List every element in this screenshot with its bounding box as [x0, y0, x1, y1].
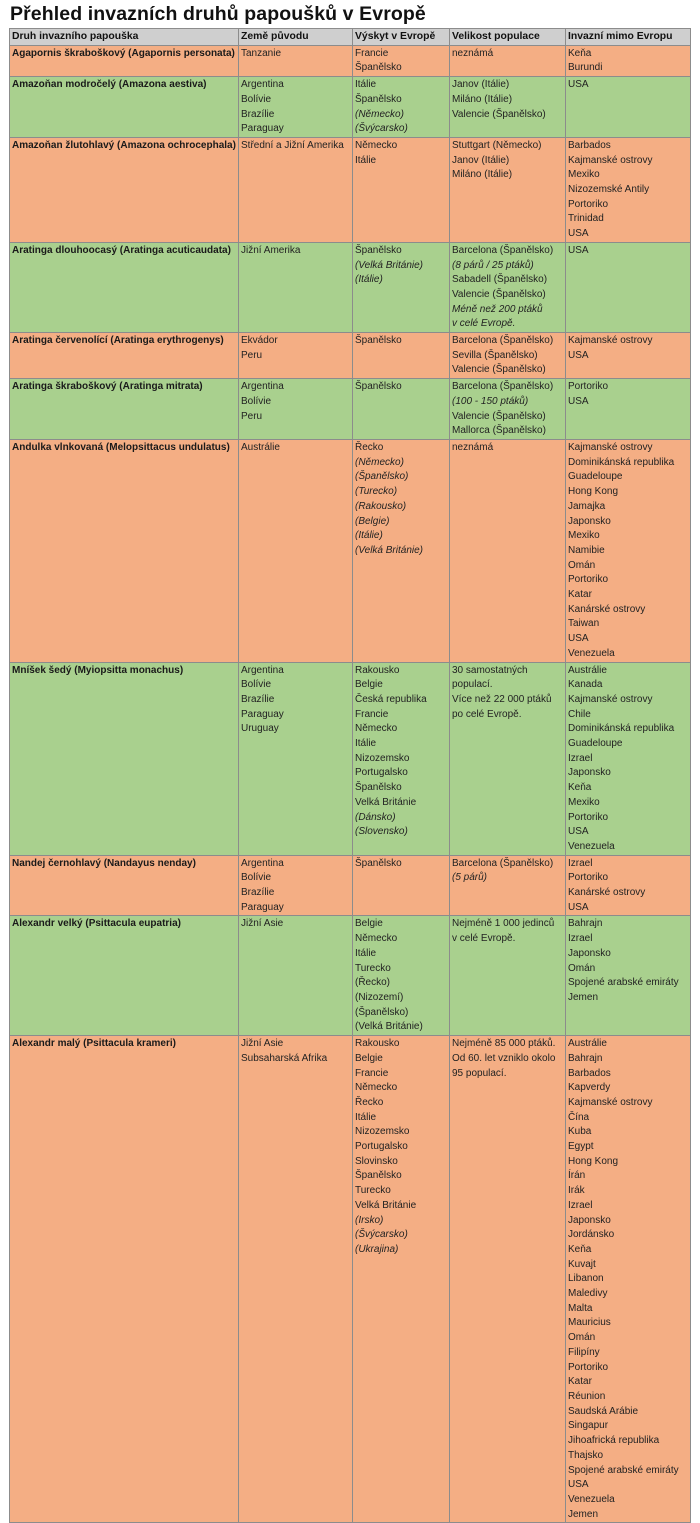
europe-cell-line: Španělsko	[355, 244, 402, 256]
species-cell: Andulka vlnkovaná (Melopsittacus undulatus)	[10, 439, 239, 662]
outside-cell-line: USA	[568, 228, 589, 240]
outside-cell-line: Izrael	[568, 752, 593, 764]
population-cell-line: Janov (Itálie)	[452, 79, 510, 91]
outside-cell-line: Kanárské ostrovy	[568, 887, 646, 899]
europe-cell-line: Rakousko	[355, 1038, 400, 1050]
population-cell	[450, 1036, 566, 1523]
population-cell-line: 95 populací.	[452, 1067, 507, 1079]
outside-cell-line: USA	[568, 395, 589, 407]
outside-cell-line: Katar	[568, 1376, 592, 1388]
outside-cell	[566, 379, 691, 440]
outside-cell-line: Čína	[568, 1111, 590, 1123]
europe-cell-line: (Itálie)	[355, 530, 383, 542]
population-cell-line: Barcelona (Španělsko)	[452, 335, 554, 347]
outside-cell	[566, 916, 691, 1036]
origin-cell	[239, 333, 353, 379]
outside-cell-line: Thajsko	[568, 1449, 604, 1461]
origin-cell-line: Brazílie	[241, 887, 275, 899]
population-cell-line: po celé Evropě.	[452, 708, 522, 720]
table-row	[10, 333, 691, 379]
europe-cell-line: (Španělsko)	[355, 471, 409, 483]
europe-cell-line: (Švýcarsko)	[355, 1229, 408, 1241]
origin-cell-line: Argentina	[241, 857, 284, 869]
table-row	[10, 379, 691, 440]
outside-cell-line: Irák	[568, 1185, 585, 1197]
europe-cell	[353, 439, 450, 662]
europe-cell	[353, 242, 450, 332]
population-cell-line: Více než 22 000 ptáků	[452, 693, 552, 705]
outside-cell-line: Spojené arabské emiráty	[568, 1464, 679, 1476]
outside-cell-line: Hong Kong	[568, 1155, 619, 1167]
europe-cell-line: Itálie	[355, 947, 377, 959]
species-cell: Aratinga škraboškový (Aratinga mitrata)	[10, 379, 239, 440]
outside-cell-line: Kajmanské ostrovy	[568, 154, 653, 166]
origin-cell-line: Jižní Asie	[241, 1038, 284, 1050]
europe-cell-line: Itálie	[355, 154, 377, 166]
europe-cell-line: Velká Británie	[355, 796, 417, 808]
origin-cell	[239, 137, 353, 242]
europe-cell-line: Řecko	[355, 441, 384, 453]
origin-cell-line: Střední a Jižní Amerika	[241, 139, 344, 151]
outside-cell-line: Burundi	[568, 62, 603, 74]
europe-cell-line: Španělsko	[355, 782, 402, 794]
origin-cell-line: Paraguay	[241, 123, 284, 135]
population-cell-line: Nejméně 1 000 jedinců	[452, 918, 555, 930]
species-cell: Aratinga červenolící (Aratinga erythrogenys)	[10, 333, 239, 379]
origin-cell	[239, 855, 353, 916]
outside-cell-line: Jemen	[568, 992, 599, 1003]
europe-cell-line: (Belgie)	[355, 515, 390, 527]
population-cell-line: Janov (Itálie)	[452, 154, 510, 166]
europe-cell-line: Belgie	[355, 1052, 383, 1064]
outside-cell-line: Réunion	[568, 1390, 606, 1402]
origin-cell-line: Bolívie	[241, 679, 272, 691]
origin-cell-line: Argentina	[241, 79, 284, 91]
outside-cell-line: Venezuela	[568, 840, 615, 852]
population-cell	[450, 45, 566, 76]
table-row	[10, 45, 691, 76]
population-cell-line: Méně než 200 ptáků	[452, 303, 543, 315]
outside-cell	[566, 137, 691, 242]
header-population: Velikost populace	[450, 29, 566, 46]
europe-cell-line: (Velká Británie)	[355, 544, 423, 556]
europe-cell-line: (Dánsko)	[355, 811, 396, 823]
population-cell-line: Valencie (Španělsko)	[452, 410, 546, 422]
population-cell-line: 30 samostatných	[452, 664, 528, 676]
outside-cell-line: Mexiko	[568, 169, 600, 181]
origin-cell-line: Austrálie	[241, 441, 280, 453]
europe-cell-line: Velká Británie	[355, 1199, 417, 1211]
population-cell-line: neznámá	[452, 441, 494, 453]
outside-cell-line: USA	[568, 633, 589, 645]
population-cell-line: (100 - 150 ptáků)	[452, 395, 529, 407]
population-cell	[450, 916, 566, 1036]
outside-cell-line: Kajmanské ostrovy	[568, 1096, 653, 1108]
outside-cell-line: Mauricius	[568, 1317, 611, 1329]
population-cell-line: v celé Evropě.	[452, 318, 516, 330]
outside-cell	[566, 77, 691, 138]
europe-cell-line: Francie	[355, 47, 389, 59]
table-body	[10, 45, 691, 1523]
origin-cell-line: Argentina	[241, 381, 284, 393]
europe-cell-line: Španělsko	[355, 335, 402, 347]
origin-cell-line: Bolívie	[241, 872, 272, 884]
outside-cell-line: Írán	[568, 1170, 586, 1182]
origin-cell-line: Peru	[241, 349, 263, 361]
outside-cell	[566, 1036, 691, 1523]
outside-cell	[566, 662, 691, 855]
europe-cell-line: (Velká Británie)	[355, 1021, 423, 1033]
population-cell-line: Miláno (Itálie)	[452, 93, 513, 105]
population-cell	[450, 379, 566, 440]
outside-cell-line: Jamajka	[568, 500, 606, 512]
population-cell-line: Stuttgart (Německo)	[452, 139, 542, 151]
outside-cell-line: USA	[568, 901, 589, 913]
europe-cell	[353, 379, 450, 440]
outside-cell-line: Venezuela	[568, 1493, 615, 1505]
europe-cell	[353, 1036, 450, 1523]
outside-cell-line: Maledivy	[568, 1288, 608, 1300]
outside-cell-line: Chile	[568, 708, 591, 720]
population-cell-line: Sevilla (Španělsko)	[452, 349, 538, 361]
origin-cell	[239, 242, 353, 332]
europe-cell-line: Německo	[355, 933, 398, 945]
population-cell-line: neznámá	[452, 47, 494, 59]
europe-cell-line: Turecko	[355, 962, 391, 974]
outside-cell-line: Keňa	[568, 1243, 592, 1255]
europe-cell-line: Itálie	[355, 1111, 377, 1123]
table-row	[10, 855, 691, 916]
origin-cell-line: Ekvádor	[241, 335, 278, 347]
outside-cell-line: Jemen	[568, 1508, 599, 1520]
outside-cell-line: Portoriko	[568, 811, 609, 823]
outside-cell-line: Japonsko	[568, 515, 611, 527]
origin-cell-line: Brazílie	[241, 108, 275, 120]
population-cell	[450, 242, 566, 332]
origin-cell-line: Jižní Asie	[241, 918, 284, 930]
page-title: Přehled invazních druhů papoušků v Evropě	[10, 3, 426, 25]
europe-cell	[353, 77, 450, 138]
europe-cell-line: Portugalsko	[355, 767, 408, 779]
outside-cell-line: Kanárské ostrovy	[568, 603, 646, 615]
origin-cell-line: Jižní Amerika	[241, 244, 301, 256]
population-cell	[450, 662, 566, 855]
outside-cell-line: Katar	[568, 589, 592, 601]
population-cell-line: Miláno (Itálie)	[452, 169, 513, 181]
origin-cell	[239, 916, 353, 1036]
origin-cell-line: Brazílie	[241, 693, 275, 705]
outside-cell	[566, 45, 691, 76]
outside-cell-line: Japonsko	[568, 1214, 611, 1226]
europe-cell-line: (Německo)	[355, 108, 404, 120]
europe-cell-line: (Irsko)	[355, 1214, 384, 1226]
outside-cell-line: Keňa	[568, 782, 592, 794]
outside-cell-line: Nizozemské Antily	[568, 184, 650, 196]
europe-cell-line: Rakousko	[355, 664, 400, 676]
origin-cell-line: Argentina	[241, 664, 284, 676]
population-cell-line: v celé Evropě.	[452, 933, 516, 945]
header-row	[10, 29, 691, 46]
origin-cell	[239, 439, 353, 662]
outside-cell-line: Taiwan	[568, 618, 600, 630]
europe-cell-line: Německo	[355, 1082, 398, 1094]
table-row	[10, 916, 691, 1036]
europe-cell-line: Portugalsko	[355, 1141, 408, 1153]
population-cell-line: (5 párů)	[452, 872, 488, 884]
europe-cell-line: Slovinsko	[355, 1155, 398, 1167]
europe-cell	[353, 916, 450, 1036]
outside-cell-line: Kajmanské ostrovy	[568, 693, 653, 705]
outside-cell-line: Izrael	[568, 1199, 593, 1211]
outside-cell-line: Guadeloupe	[568, 471, 623, 483]
outside-cell-line: Mexiko	[568, 796, 600, 808]
outside-cell	[566, 242, 691, 332]
outside-cell-line: Portoriko	[568, 381, 609, 393]
outside-cell-line: Portoriko	[568, 198, 609, 210]
outside-cell-line: Jihoafrická republika	[568, 1435, 660, 1447]
origin-cell	[239, 379, 353, 440]
outside-cell-line: Izrael	[568, 857, 593, 869]
europe-cell-line: (Řecko)	[355, 977, 391, 989]
europe-cell-line: Německo	[355, 723, 398, 735]
outside-cell-line: Libanon	[568, 1273, 604, 1285]
outside-cell-line: Hong Kong	[568, 486, 619, 498]
europe-cell	[353, 333, 450, 379]
europe-cell-line: Belgie	[355, 679, 383, 691]
species-cell: Amazoňan modročelý (Amazona aestiva)	[10, 77, 239, 138]
population-cell-line: Mallorca (Španělsko)	[452, 425, 546, 437]
species-cell: Amazoňan žlutohlavý (Amazona ochrocephala)	[10, 137, 239, 242]
population-cell	[450, 439, 566, 662]
table-row	[10, 1036, 691, 1523]
outside-cell-line: USA	[568, 79, 589, 91]
europe-cell-line: (Rakousko)	[355, 500, 407, 512]
origin-cell-line: Bolívie	[241, 395, 272, 407]
europe-cell-line: Itálie	[355, 79, 377, 91]
population-cell-line: Sabadell (Španělsko)	[452, 274, 548, 286]
outside-cell-line: Kanada	[568, 679, 603, 691]
europe-cell-line: Německo	[355, 139, 398, 151]
outside-cell-line: Austrálie	[568, 664, 607, 676]
europe-cell-line: Řecko	[355, 1096, 384, 1108]
origin-cell-line: Uruguay	[241, 723, 279, 735]
europe-cell-line: Francie	[355, 1067, 389, 1079]
origin-cell	[239, 77, 353, 138]
europe-cell-line: Belgie	[355, 918, 383, 930]
outside-cell-line: Bahrajn	[568, 918, 603, 930]
outside-cell-line: Barbados	[568, 139, 611, 151]
europe-cell-line: Nizozemsko	[355, 1126, 410, 1138]
outside-cell-line: Namibie	[568, 544, 605, 556]
europe-cell-line: (Španělsko)	[355, 1006, 409, 1018]
europe-cell-line: (Německo)	[355, 456, 404, 468]
population-cell-line: (8 párů / 25 ptáků)	[452, 259, 534, 271]
outside-cell-line: Portoriko	[568, 872, 609, 884]
table-row	[10, 662, 691, 855]
europe-cell-line: Česká republika	[355, 693, 427, 705]
table-row	[10, 137, 691, 242]
outside-cell-line: USA	[568, 1479, 589, 1491]
header-outside: Invazní mimo Evropu	[566, 29, 691, 46]
europe-cell-line: (Turecko)	[355, 486, 398, 498]
origin-cell-line: Tanzanie	[241, 47, 282, 59]
outside-cell-line: Omán	[568, 559, 596, 571]
population-cell-line: Nejméně 85 000 ptáků.	[452, 1038, 556, 1050]
outside-cell-line: Kuba	[568, 1126, 592, 1138]
species-cell: Alexandr velký (Psittacula eupatria)	[10, 916, 239, 1036]
europe-cell-line: Itálie	[355, 738, 377, 750]
header-europe: Výskyt v Evropě	[353, 29, 450, 46]
population-cell	[450, 333, 566, 379]
europe-cell-line: (Itálie)	[355, 274, 383, 286]
species-cell: Mníšek šedý (Myiopsitta monachus)	[10, 662, 239, 855]
population-cell-line: Valencie (Španělsko)	[452, 108, 546, 120]
europe-cell	[353, 662, 450, 855]
population-cell-line: Od 60. let vzniklo okolo	[452, 1052, 556, 1064]
origin-cell-line: Paraguay	[241, 901, 284, 913]
outside-cell	[566, 439, 691, 662]
header-species: Druh invazního papouška	[10, 29, 239, 46]
outside-cell-line: Keňa	[568, 47, 592, 59]
header-origin: Země původu	[239, 29, 353, 46]
species-cell: Nandej černohlavý (Nandayus nenday)	[10, 855, 239, 916]
outside-cell-line: Izrael	[568, 933, 593, 945]
europe-cell	[353, 45, 450, 76]
outside-cell-line: Venezuela	[568, 647, 615, 659]
species-cell: Agapornis škraboškový (Agapornis personata)	[10, 45, 239, 76]
outside-cell-line: Singapur	[568, 1420, 609, 1432]
population-cell	[450, 137, 566, 242]
table-row	[10, 77, 691, 138]
europe-cell-line: Turecko	[355, 1185, 391, 1197]
europe-cell-line: Španělsko	[355, 857, 402, 869]
origin-cell	[239, 1036, 353, 1523]
europe-cell-line: Španělsko	[355, 93, 402, 105]
outside-cell-line: Dominikánská republika	[568, 723, 675, 735]
europe-cell-line: Španělsko	[355, 62, 402, 74]
outside-cell-line: Malta	[568, 1302, 593, 1314]
population-cell-line: Barcelona (Španělsko)	[452, 244, 554, 256]
outside-cell-line: Portoriko	[568, 574, 609, 586]
outside-cell-line: Jordánsko	[568, 1229, 615, 1241]
origin-cell-line: Paraguay	[241, 708, 284, 720]
europe-cell	[353, 855, 450, 916]
outside-cell-line: Kapverdy	[568, 1082, 611, 1094]
population-cell-line: Valencie (Španělsko)	[452, 364, 546, 376]
origin-cell-line: Bolívie	[241, 93, 272, 105]
outside-cell-line: Kuvajt	[568, 1258, 596, 1270]
outside-cell-line: Barbados	[568, 1067, 611, 1079]
species-cell: Alexandr malý (Psittacula krameri)	[10, 1036, 239, 1523]
origin-cell	[239, 45, 353, 76]
population-cell-line: Valencie (Španělsko)	[452, 288, 546, 300]
europe-cell-line: Nizozemsko	[355, 752, 410, 764]
outside-cell-line: Egypt	[568, 1141, 594, 1153]
outside-cell-line: USA	[568, 244, 589, 256]
outside-cell-line: Mexiko	[568, 530, 600, 542]
outside-cell-line: USA	[568, 826, 589, 838]
outside-cell-line: Kajmanské ostrovy	[568, 441, 653, 453]
origin-cell	[239, 662, 353, 855]
outside-cell-line: Japonsko	[568, 947, 611, 959]
outside-cell-line: Omán	[568, 962, 596, 974]
europe-cell-line: Španělsko	[355, 1170, 402, 1182]
population-cell-line: Barcelona (Španělsko)	[452, 857, 554, 869]
parrot-table	[9, 28, 691, 1523]
outside-cell-line: Saudská Arábie	[568, 1405, 639, 1417]
species-cell: Aratinga dlouhoocasý (Aratinga acuticaudata)	[10, 242, 239, 332]
europe-cell-line: (Švýcarsko)	[355, 123, 408, 135]
europe-cell-line: (Slovensko)	[355, 826, 408, 838]
outside-cell-line: Filipíny	[568, 1346, 600, 1358]
outside-cell-line: Dominikánská republika	[568, 456, 675, 468]
europe-cell-line: Francie	[355, 708, 389, 720]
origin-cell-line: Subsaharská Afrika	[241, 1052, 328, 1064]
origin-cell-line: Peru	[241, 410, 263, 422]
table-row	[10, 242, 691, 332]
europe-cell	[353, 137, 450, 242]
europe-cell-line: Španělsko	[355, 381, 402, 393]
outside-cell	[566, 333, 691, 379]
population-cell-line: Barcelona (Španělsko)	[452, 381, 554, 393]
outside-cell-line: Guadeloupe	[568, 738, 623, 750]
europe-cell-line: (Nizozemí)	[355, 992, 404, 1003]
europe-cell-line: (Ukrajina)	[355, 1243, 399, 1255]
outside-cell-line: Omán	[568, 1332, 596, 1344]
population-cell	[450, 855, 566, 916]
outside-cell-line: Bahrajn	[568, 1052, 603, 1064]
outside-cell-line: Kajmanské ostrovy	[568, 335, 653, 347]
outside-cell-line: Austrálie	[568, 1038, 607, 1050]
table-row	[10, 439, 691, 662]
outside-cell-line: Japonsko	[568, 767, 611, 779]
outside-cell-line: USA	[568, 349, 589, 361]
outside-cell-line: Portoriko	[568, 1361, 609, 1373]
outside-cell-line: Spojené arabské emiráty	[568, 977, 679, 989]
outside-cell-line: Trinidad	[568, 213, 604, 225]
population-cell	[450, 77, 566, 138]
population-cell-line: populací.	[452, 679, 493, 691]
europe-cell-line: (Velká Británie)	[355, 259, 423, 271]
outside-cell	[566, 855, 691, 916]
